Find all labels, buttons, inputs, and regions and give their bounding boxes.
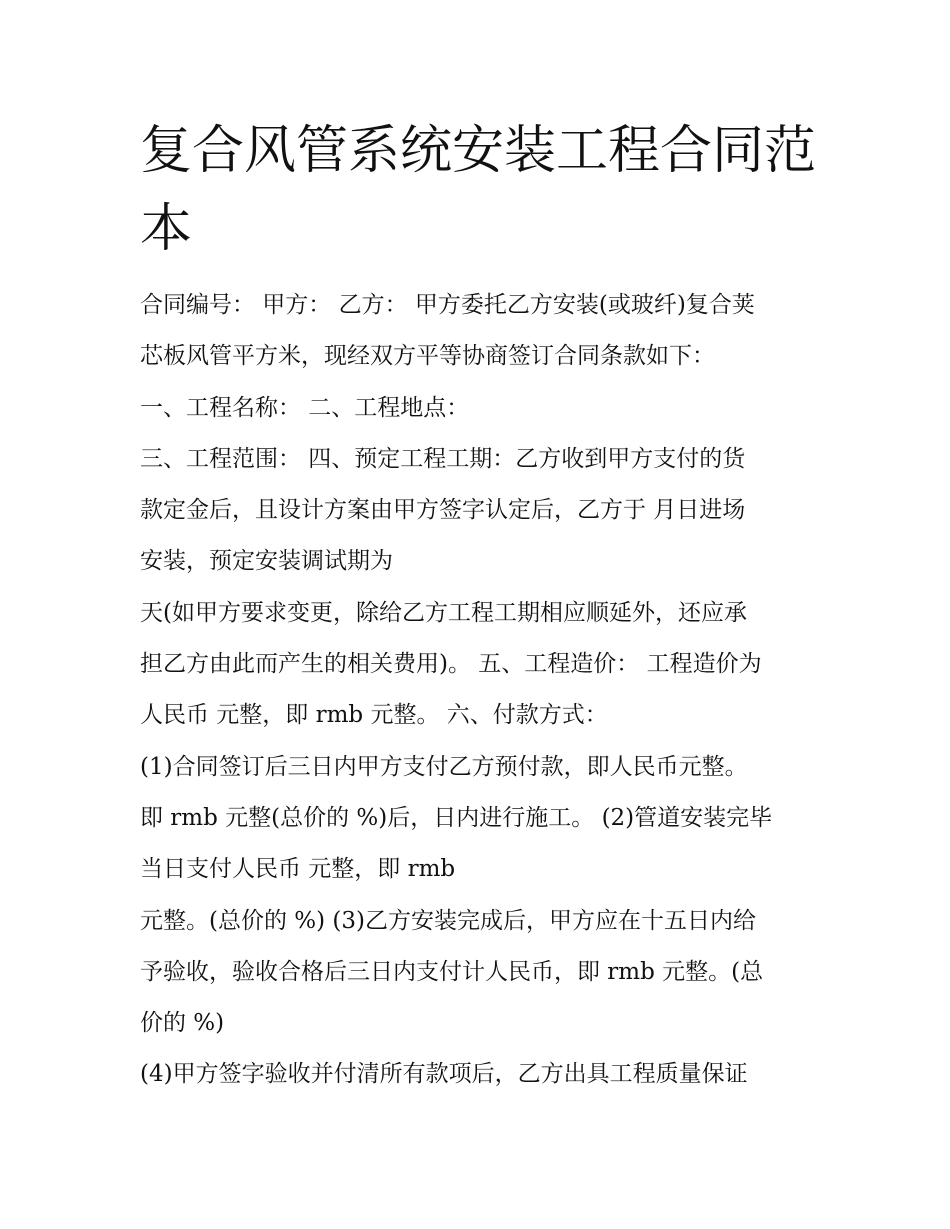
paragraph-line: 人民币 元整，即 rmb 元整。 六、付款方式： [140,702,608,729]
document-title [140,112,820,268]
paragraph-line: 合同编号： 甲方： 乙方： 甲方委托乙方安装(或玻纤)复合荚 [140,292,755,318]
paragraph-line: 担乙方由此而产生的相关费用)。 五、工程造价： 工程造价为 [140,651,762,678]
paragraph-line: 当日支付人民币 元整，即 rmb [140,856,456,883]
title-line: 复合风管系统安装工程合同范 [140,121,817,181]
paragraph-line: 予验收，验收合格后三日内支付计人民币，即 rmb 元整。(总 [140,958,764,985]
paragraph-line: 芯板风管平方米，现经双方平等协商签订合同条款如下： [140,343,715,370]
paragraph-line: 元整。(总价的 %) (3)乙方安装完成后，甲方应在十五日内给 [140,907,757,934]
paragraph-line: 安装，预定安装调试期为 [140,548,393,575]
paragraph-line: 价的 %) [140,1010,225,1037]
paragraph-line: (1)合同签订后三日内甲方支付乙方预付款，即人民币元整。 [140,753,748,780]
contract-body [140,280,840,1101]
paragraph-line: (4)甲方签字验收并付清所有款项后，乙方出具工程质量保证 [140,1061,748,1088]
title-line: 本 [140,199,193,259]
paragraph-line: 款定金后，且设计方案由甲方签字认定后，乙方于 月日进场 [140,497,746,524]
paragraph-line: 三、工程范围： 四、预定工程工期：乙方收到甲方支付的货 [140,445,746,472]
paragraph-line: 天(如甲方要求变更，除给乙方工程工期相应顺延外，还应承 [140,599,747,626]
paragraph-line: 即 rmb 元整(总价的 %)后，日内进行施工。 (2)管道安装完毕 [140,804,773,831]
paragraph-line: 一、工程名称： 二、工程地点： [140,394,470,421]
